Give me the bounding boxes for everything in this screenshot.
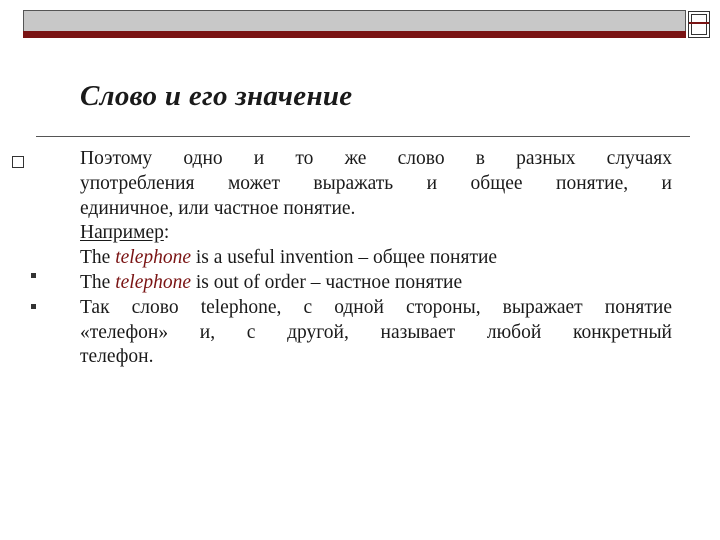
conclusion-line: «телефон» и, с другой, называет любой конкретный <box>80 321 672 343</box>
paragraph-line: употребления может выражать и общее понятие, и <box>80 172 672 194</box>
example-line-general <box>80 246 672 271</box>
slide-body <box>80 147 672 370</box>
example-text: is out of order – частное понятие <box>191 271 463 293</box>
example-colon: : <box>163 222 170 244</box>
example-heading <box>80 221 672 246</box>
slide-title: Слово и его значение <box>80 80 353 112</box>
example-text: The <box>80 271 116 293</box>
header-bar <box>23 10 686 32</box>
example-label: Например <box>80 222 164 244</box>
example-text: The <box>80 247 116 269</box>
paragraph-line: единичное, или частное понятие. <box>80 197 356 219</box>
paragraph-line: Поэтому одно и то же слово в разных случаях <box>80 148 672 169</box>
corner-square-decoration <box>688 11 710 38</box>
example-text: is a useful invention – общее понятие <box>191 247 498 269</box>
square-bullet-icon <box>31 273 36 278</box>
title-divider <box>36 136 690 137</box>
emphasis-word: telephone <box>115 247 192 269</box>
example-line-particular <box>80 271 672 296</box>
hollow-square-bullet-icon <box>12 156 24 168</box>
emphasis-word: telephone <box>115 271 192 293</box>
conclusion-line: телефон. <box>80 346 154 368</box>
header-accent-stripe <box>23 31 686 38</box>
square-bullet-icon <box>31 304 36 309</box>
conclusion-line: Так слово telephone, с одной стороны, выражает понятие <box>80 296 672 318</box>
